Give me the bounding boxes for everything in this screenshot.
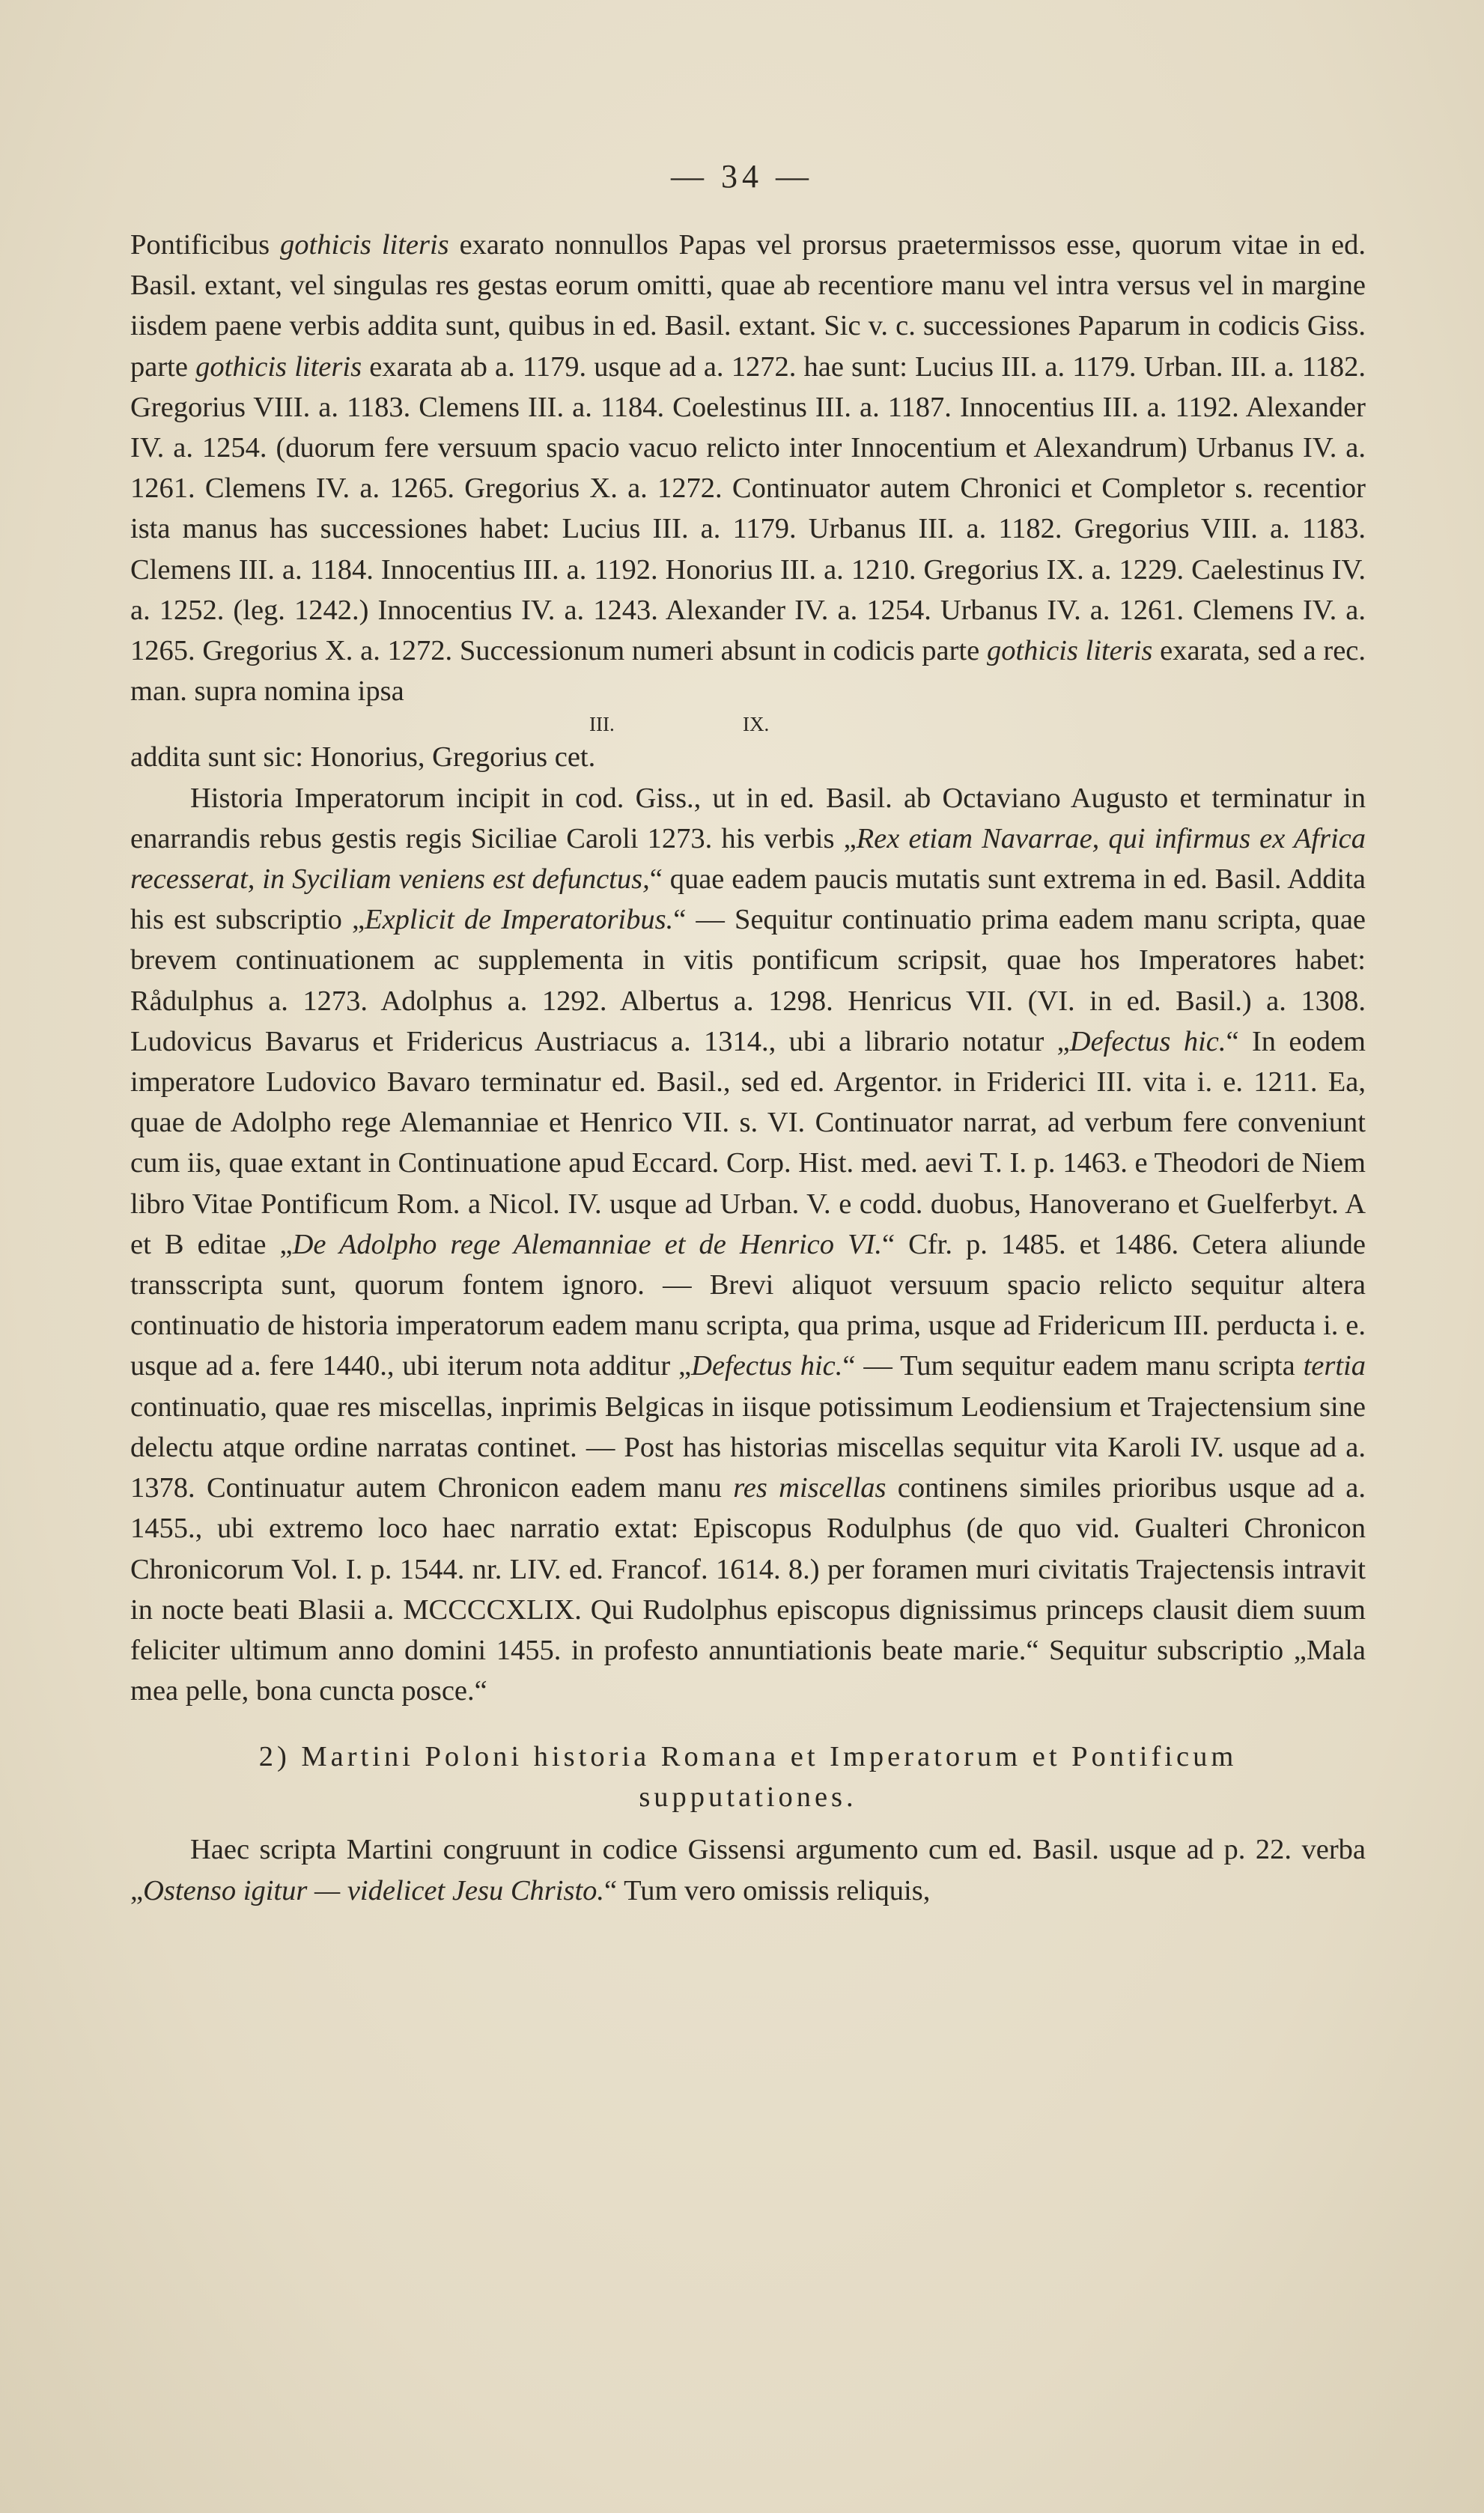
text-run: “ — Sequitur continuatio prima eadem manu scripta, quae brevem continuationem ac supplementa in vitis pontificum scripsit, quae hos Imperatores habet: Rådulphus a. 1273. Adolphus a. 1292. Albertus a. 1298. Henricus VII. (VI. in ed. Basil.) a. 1308. Ludovicus Bavarus et Fridericus Austriacus a. 1314., ubi a librario notatur „ <box>130 904 1366 1057</box>
section-heading-line-1: 2) Martini Poloni historia Romana et Imperatorum et Pontificum <box>258 1741 1238 1773</box>
italic-run: tertia <box>1303 1350 1366 1382</box>
text-run: exarata, sed a rec. man. supra nomina ipsa <box>130 635 1366 708</box>
paragraph-1-last-line: addita sunt sic: Honorius, Gregorius cet. <box>130 741 596 774</box>
italic-run: Rex etiam Navarrae, qui infirmus ex Africa recesserat, in Syciliam veniens est defunctus, <box>130 822 1366 896</box>
italic-run: Defectus hic. <box>691 1350 843 1382</box>
italic-run: res miscellas <box>733 1472 887 1504</box>
superscript-numerals <box>130 711 1366 737</box>
text-run: Pontificibus <box>130 229 280 261</box>
text-run: “ quae eadem paucis mutatis sunt extrema in ed. Basil. Addita his est subscriptio „ <box>130 863 1366 936</box>
italic-run: De Adolpho rege Alemanniae et de Henrico VI. <box>292 1228 883 1260</box>
italic-run: gothicis literis <box>986 635 1153 667</box>
page-number: — 34 — <box>671 158 813 195</box>
text-run: “ Cfr. p. 1485. et 1486. Cetera aliunde transscripta sunt, quorum fontem ignoro. — Brevi aliquot versuum spacio relicto sequitur altera continuatio de historia imperatorum eadem manu scripta, qua prima, usque ad Fridericum III. perducta i. e. usque ad a. fere 1440., ubi iterum nota additur „ <box>130 1228 1366 1382</box>
section-heading-line-2: supputationes. <box>639 1781 857 1814</box>
italic-run: gothicis literis <box>280 229 449 261</box>
paragraph-2 <box>130 778 1366 1712</box>
text-run: “ In eodem imperatore Ludovico Bavaro terminatur ed. Basil., sed ed. Argentor. in Friderici III. vita i. e. 1211. Ea, quae de Adolpho rege Alemanniae et Henrico VII. s. VI. Continuator narrat, ad verbum fere conveniunt cum iis, quae extant in Continuatione apud Eccard. Corp. Hist. med. aevi T. I. p. 1463. e Theodori de Niem libro Vitae Pontificum Rom. a Nicol. IV. usque ad Urban. V. e codd. duobus, Hanoverano et Guelferbyt. A et B editae „ <box>130 1025 1366 1260</box>
text-run: continens similes prioribus usque ad a. 1455., ubi extremo loco haec narratio extat: Episcopus Rodulphus (de quo vid. Gualteri Chronicon Chronicorum Vol. I. p. 1544. nr. LIV. ed. Francof. 1614. 8.) per foramen muri civitatis Trajectensis intravit in nocte beati Blasii a. MCCCCXLIX. Qui Rudolphus episcopus dignissimus princeps clausit diem suum feliciter ultimum anno domini 1455. in profesto annuntiationis beate marie.“ Sequitur subscriptio „Mala mea pelle, bona cuncta posce.“ <box>130 1472 1366 1707</box>
text-run: exarato nonnullos Papas vel prorsus praetermissos esse, quorum vitae in ed. Basil. extant, vel singulas res gestas eorum omitti, quae ab recentiore manu vel intra versus vel in margine iisdem paene verbis addita sunt, quibus in ed. Basil. extant. Sic v. c. successiones Paparum in codicis Giss. parte <box>130 229 1366 383</box>
italic-run: Defectus hic. <box>1069 1025 1226 1057</box>
text-run: Haec scripta Martini congruunt in codice Gissensi argumento cum ed. Basil. usque ad p. 22. verba „ <box>130 1834 1366 1906</box>
superscript-iii: III. <box>589 713 615 736</box>
italic-run: gothicis literis <box>195 350 362 383</box>
paragraph-3 <box>130 1829 1366 1910</box>
text-run: “ — Tum sequitur eadem manu scripta <box>842 1350 1304 1382</box>
text-run: Historia Imperatorum incipit in cod. Giss., ut in ed. Basil. ab Octaviano Augusto et terminatur in enarrandis rebus gestis regis Siciliae Caroli 1273. his verbis „ <box>130 782 1366 854</box>
text-run: exarata ab a. 1179. usque ad a. 1272. hae sunt: Lucius III. a. 1179. Urban. III. a. 1182. Gregorius VIII. a. 1183. Clemens III. a. 1184. Coelestinus III. a. 1187. Innocentius III. a. 1192. Alexander IV. a. 1254. (duorum fere versuum spacio vacuo relicto inter Innocentium et Alexandrum) Urbanus IV. a. 1261. Clemens IV. a. 1265. Gregorius X. a. 1272. Continuator autem Chronici et Completor s. recentior ista manus has successiones habet: Lucius III. a. 1179. Urbanus III. a. 1182. Gregorius VIII. a. 1183. Clemens III. a. 1184. Innocentius III. a. 1192. Honorius III. a. 1210. Gregorius IX. a. 1229. Caelestinus IV. a. 1252. (leg. 1242.) Innocentius IV. a. 1243. Alexander IV. a. 1254. Urbanus IV. a. 1261. Clemens IV. a. 1265. Gregorius X. a. 1272. Successionum numeri absunt in codicis parte <box>130 350 1366 667</box>
text-run: continuatio, quae res miscellas, inprimis Belgicas in iisque potissimum Leodiensium et Trajectensium sine delectu atque ordine narratas continet. — Post has historias miscellas sequitur vita Karoli IV. usque ad a. 1378. Continuatur autem Chronicon eadem manu <box>130 1391 1366 1504</box>
italic-run: Explicit de Imperatoribus. <box>365 904 674 936</box>
superscript-ix: IX. <box>743 713 770 736</box>
italic-run: Ostenso igitur — videlicet Jesu Christo. <box>143 1874 605 1906</box>
section-heading <box>130 1736 1366 1817</box>
paragraph-1 <box>130 225 1366 711</box>
page-body <box>130 225 1366 1911</box>
text-run: “ Tum vero omissis reliquis, <box>604 1874 931 1906</box>
